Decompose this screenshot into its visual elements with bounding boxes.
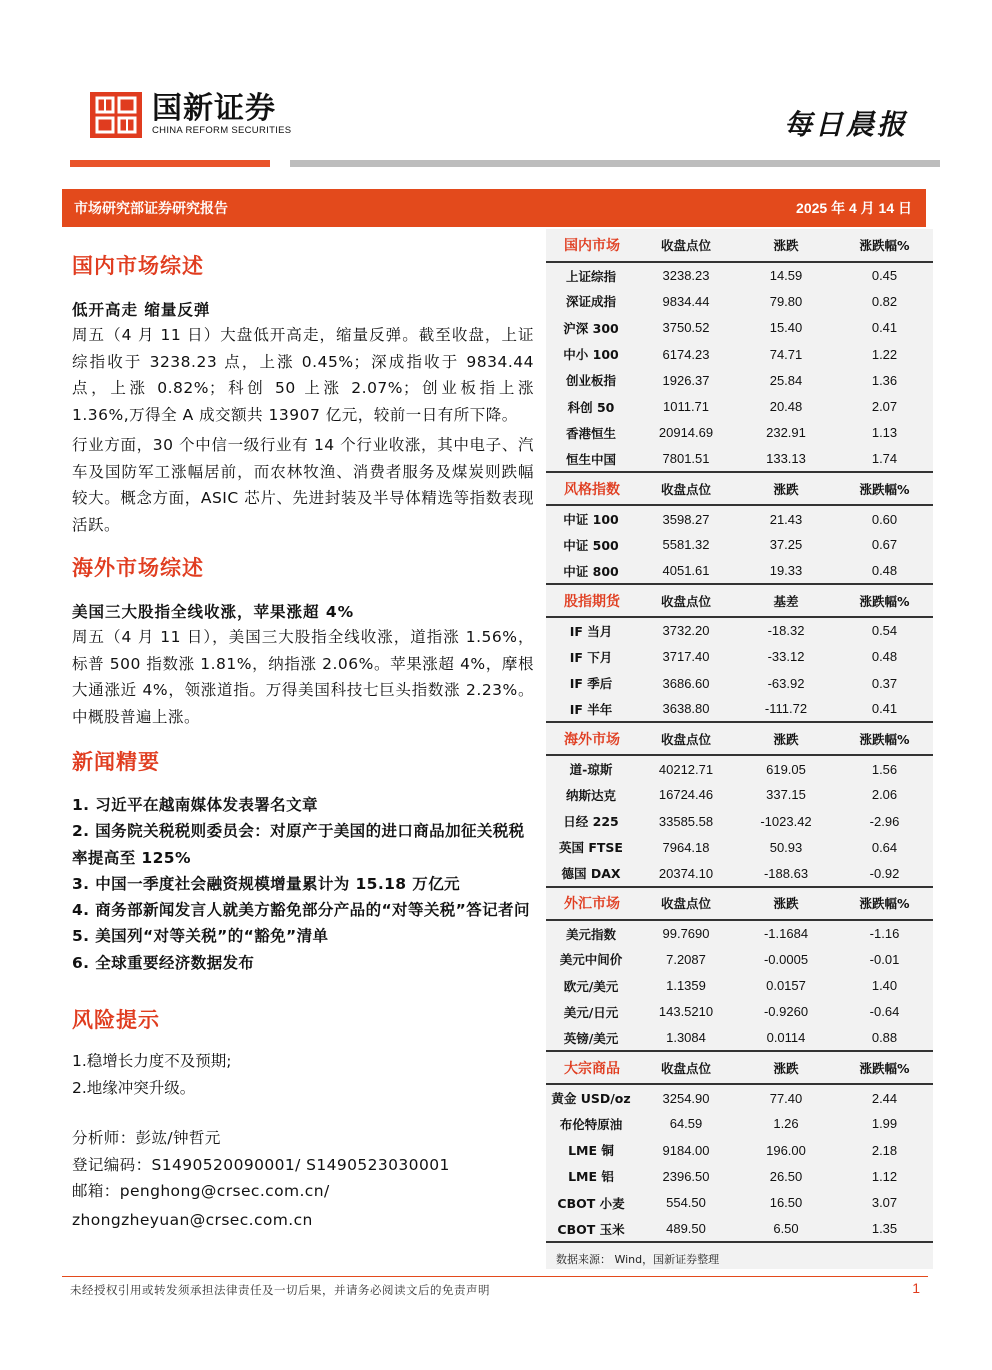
section-category: 外汇市场 bbox=[546, 887, 636, 920]
instrument-name: LME 铜 bbox=[568, 1143, 614, 1159]
table-row bbox=[546, 1111, 933, 1137]
table-cell: 1.22 bbox=[871, 346, 898, 362]
table-row bbox=[546, 505, 933, 531]
table-cell: 20374.10 bbox=[636, 861, 736, 887]
analyst-email-1: 邮箱：penghong@crsec.com.cn/ bbox=[72, 1182, 330, 1201]
table-cell: 0.37 bbox=[871, 675, 898, 691]
logo-en: CHINA REFORM SECURITIES bbox=[152, 125, 292, 136]
analyst-email-2: zhongzheyuan@crsec.com.cn bbox=[72, 1210, 313, 1229]
table-cell: 1926.37 bbox=[662, 372, 710, 388]
table-row bbox=[546, 558, 933, 584]
table-row bbox=[546, 262, 933, 288]
table-cell: -0.92 bbox=[836, 861, 933, 887]
overseas-subtitle: 美国三大股指全线收涨，苹果涨超 4% bbox=[72, 603, 355, 621]
instrument-name: 美元中间价 bbox=[559, 952, 623, 968]
table-cell: 0.0114 bbox=[736, 1025, 836, 1051]
table-cell: 619.05 bbox=[766, 761, 806, 777]
overseas-paragraph: 周五（4 月 11 日），美国三大股指全线收涨，道指涨 1.56%，标普 500 指数涨 1.81%，纳指涨 2.06%。苹果涨超 4%，摩根大通涨近 4%，领涨道指。万得美国科技七巨头指数涨 2.23%。中概股普遍上涨。 bbox=[72, 628, 534, 726]
table-cell: 489.50 bbox=[636, 1216, 736, 1242]
table-row bbox=[546, 288, 933, 314]
table-row bbox=[546, 341, 933, 367]
market-data-panel bbox=[546, 229, 933, 1269]
column-header: 涨跌 bbox=[736, 887, 836, 920]
table-cell: 133.13 bbox=[736, 446, 836, 472]
table-cell: 20914.69 bbox=[658, 425, 714, 441]
instrument-name: CBOT 小麦 bbox=[557, 1195, 625, 1211]
column-header: 收盘点位 bbox=[636, 722, 736, 755]
table-cell: 1.13 bbox=[871, 425, 898, 441]
table-cell: 7964.18 bbox=[662, 839, 710, 855]
table-row bbox=[546, 834, 933, 860]
table-cell: 0.0157 bbox=[766, 978, 806, 994]
table-cell: 7801.51 bbox=[636, 446, 736, 472]
table-cell: 196.00 bbox=[766, 1142, 806, 1158]
table-cell: 40212.71 bbox=[658, 761, 714, 777]
section-category: 国内市场 bbox=[546, 229, 636, 262]
column-header: 涨跌幅% bbox=[836, 584, 933, 617]
table-cell: 99.7690 bbox=[662, 926, 710, 942]
table-row bbox=[546, 446, 933, 472]
domestic-paragraph-2: 行业方面，30 个中信一级行业有 14 个行业收涨，其中电子、汽车及国防军工涨幅居前，而农林牧渔、消费者服务及煤炭则跌幅较大。概念方面，ASIC 芯片、先进封装及半导体精选等指数表现活跃。 bbox=[72, 436, 534, 534]
table-row bbox=[546, 861, 933, 887]
table-cell: 6174.23 bbox=[662, 346, 710, 362]
instrument-name: 黄金 USD/oz bbox=[551, 1091, 631, 1107]
table-cell: 3638.80 bbox=[636, 696, 736, 722]
table-row bbox=[546, 755, 933, 781]
table-cell: 232.91 bbox=[766, 425, 806, 441]
table-cell: 50.93 bbox=[769, 839, 803, 855]
table-cell: 1011.71 bbox=[662, 399, 710, 415]
table-cell: 1.26 bbox=[773, 1116, 799, 1132]
report-band bbox=[62, 189, 926, 227]
table-row bbox=[546, 973, 933, 999]
table-cell: 3686.60 bbox=[662, 675, 710, 691]
news-item: 1. 习近平在越南媒体发表署名文章 bbox=[72, 796, 318, 814]
table-cell: 0.64 bbox=[871, 839, 898, 855]
table-row bbox=[546, 1190, 933, 1216]
table-cell: 79.80 bbox=[769, 293, 803, 309]
section-category: 股指期货 bbox=[546, 584, 636, 617]
table-cell: 4051.61 bbox=[636, 558, 736, 584]
instrument-name: CBOT 玉米 bbox=[546, 1216, 636, 1242]
news-list bbox=[72, 792, 534, 976]
table-section-header bbox=[546, 887, 933, 920]
table-cell: 0.48 bbox=[836, 558, 933, 584]
column-header: 收盘点位 bbox=[636, 472, 736, 505]
table-cell: -33.12 bbox=[767, 649, 805, 665]
instrument-name: IF 当月 bbox=[569, 623, 613, 639]
data-source-note: 数据来源： Wind，国新证券整理 bbox=[556, 1253, 720, 1267]
table-row bbox=[546, 420, 933, 446]
table-cell: 3238.23 bbox=[662, 268, 710, 284]
table-cell: 1.1359 bbox=[666, 978, 706, 994]
table-cell: 9834.44 bbox=[662, 293, 710, 309]
table-cell: 3750.52 bbox=[662, 320, 710, 336]
table-section-header bbox=[546, 1051, 933, 1084]
news-item: 3. 中国一季度社会融资规模增量累计为 15.18 万亿元 bbox=[72, 874, 460, 893]
instrument-name: 布伦特原油 bbox=[559, 1116, 623, 1132]
news-item: 4. 商务部新闻发言人就美方豁免部分产品的“对等关税”答记者问 bbox=[72, 901, 530, 920]
table-cell: 2.18 bbox=[871, 1142, 898, 1158]
table-cell: 0.41 bbox=[836, 696, 933, 722]
table-cell: 1.99 bbox=[871, 1116, 898, 1132]
instrument-name: 中证 800 bbox=[546, 558, 636, 584]
table-cell: -111.72 bbox=[736, 696, 836, 722]
table-cell: 2.44 bbox=[871, 1090, 898, 1106]
column-header: 收盘点位 bbox=[636, 887, 736, 920]
table-section-header bbox=[546, 229, 933, 262]
analyst-names: 分析师：彭竑/钟哲元 bbox=[72, 1129, 221, 1148]
table-cell: 25.84 bbox=[769, 372, 803, 388]
table-cell: 143.5210 bbox=[658, 1004, 714, 1020]
table-cell: 2396.50 bbox=[662, 1168, 710, 1184]
section-category: 大宗商品 bbox=[546, 1051, 636, 1084]
table-cell: 1.74 bbox=[836, 446, 933, 472]
table-cell: 74.71 bbox=[769, 346, 803, 362]
table-cell: 0.60 bbox=[871, 511, 898, 527]
brand-logo bbox=[90, 92, 291, 138]
table-row bbox=[546, 1137, 933, 1163]
column-header: 涨跌 bbox=[736, 1051, 836, 1084]
page-number: 1 bbox=[912, 1280, 920, 1296]
table-cell: 16.50 bbox=[769, 1195, 803, 1211]
column-header: 涨跌 bbox=[736, 472, 836, 505]
instrument-name: 日经 225 bbox=[563, 814, 619, 830]
table-cell: -0.64 bbox=[869, 1004, 900, 1020]
domestic-subtitle: 低开高走 缩量反弹 bbox=[72, 301, 211, 319]
table-row bbox=[546, 1163, 933, 1189]
table-cell: 3.07 bbox=[871, 1195, 898, 1211]
left-column bbox=[72, 250, 534, 1233]
column-header: 收盘点位 bbox=[636, 229, 736, 262]
table-cell: 2.06 bbox=[871, 787, 898, 803]
instrument-name: IF 半年 bbox=[546, 696, 636, 722]
column-header: 涨跌幅% bbox=[836, 229, 933, 262]
table-cell: -1.1684 bbox=[763, 926, 809, 942]
table-cell: 3717.40 bbox=[662, 649, 710, 665]
band-label: 市场研究部证券研究报告 bbox=[74, 201, 228, 217]
column-header: 基差 bbox=[736, 584, 836, 617]
table-cell: -63.92 bbox=[767, 675, 805, 691]
table-cell: 0.45 bbox=[871, 268, 898, 284]
table-cell: 0.54 bbox=[871, 623, 898, 639]
footer-divider bbox=[62, 1276, 928, 1277]
table-cell: 19.33 bbox=[736, 558, 836, 584]
header-bar-grey bbox=[290, 160, 940, 167]
column-header: 涨跌 bbox=[736, 229, 836, 262]
table-row bbox=[546, 532, 933, 558]
table-row bbox=[546, 782, 933, 808]
table-section-header bbox=[546, 584, 933, 617]
instrument-name: 深证成指 bbox=[565, 294, 616, 310]
analyst-registration: 登记编码：S1490520090001/ S1490523030001 bbox=[72, 1155, 450, 1174]
table-cell: 7.2087 bbox=[666, 951, 706, 967]
table-cell: 3598.27 bbox=[662, 511, 710, 527]
report-date: 2025 年 4 月 14 日 bbox=[796, 200, 912, 216]
table-row bbox=[546, 644, 933, 670]
column-header: 收盘点位 bbox=[636, 584, 736, 617]
table-cell: 2.07 bbox=[871, 399, 898, 415]
risk-item: 2.地缘冲突升级。 bbox=[72, 1078, 196, 1097]
instrument-name: 沪深 300 bbox=[563, 320, 619, 336]
section-category: 风格指数 bbox=[546, 472, 636, 505]
table-cell: -18.32 bbox=[767, 623, 805, 639]
table-cell: 20.48 bbox=[769, 399, 803, 415]
table-row bbox=[546, 617, 933, 643]
instrument-name: 美元指数 bbox=[565, 926, 616, 942]
domestic-paragraph-1: 周五（4 月 11 日）大盘低开高走，缩量反弹。截至收盘，上证综指收于 3238.23 点，上涨 0.45%；深成指收于 9834.44 点，上涨 0.82%；科创 50 上涨 2.07%；创业板指上涨 1.36%,万得全 A 成交额共 13907 亿元，较前一日有所下降。 bbox=[72, 326, 534, 424]
table-cell: 9184.00 bbox=[662, 1142, 710, 1158]
table-cell: 21.43 bbox=[769, 511, 803, 527]
instrument-name: 恒生中国 bbox=[546, 446, 636, 472]
table-cell: -0.0005 bbox=[763, 951, 809, 967]
table-section-header bbox=[546, 722, 933, 755]
instrument-name: 创业板指 bbox=[565, 373, 616, 389]
table-cell: -1023.42 bbox=[760, 813, 812, 829]
overseas-title: 海外市场综述 bbox=[72, 555, 204, 580]
table-cell: 64.59 bbox=[669, 1116, 703, 1132]
instrument-name: IF 下月 bbox=[569, 649, 613, 665]
instrument-name: 中证 100 bbox=[563, 512, 619, 528]
table-cell: 14.59 bbox=[769, 268, 803, 284]
market-data-table bbox=[546, 229, 933, 1243]
instrument-name: 科创 50 bbox=[567, 399, 615, 415]
table-cell: 1.36 bbox=[871, 372, 898, 388]
table-cell: 0.67 bbox=[871, 537, 898, 553]
column-header: 涨跌 bbox=[736, 722, 836, 755]
table-cell: 554.50 bbox=[666, 1195, 706, 1211]
logo-mark-icon bbox=[90, 92, 142, 138]
instrument-name: 中证 500 bbox=[563, 537, 619, 553]
table-cell: 33585.58 bbox=[658, 813, 714, 829]
instrument-name: LME 铝 bbox=[568, 1169, 614, 1185]
footer-disclaimer: 未经授权引用或转发须承担法律责任及一切后果，并请务必阅读文后的免责声明 bbox=[70, 1283, 490, 1297]
column-header: 收盘点位 bbox=[636, 1051, 736, 1084]
risk-title: 风险提示 bbox=[72, 1007, 160, 1033]
column-header: 涨跌幅% bbox=[836, 472, 933, 505]
table-row bbox=[546, 999, 933, 1025]
table-cell: 15.40 bbox=[769, 320, 803, 336]
risk-item: 1.稳增长力度不及预期; bbox=[72, 1052, 232, 1071]
table-cell: 1.12 bbox=[871, 1168, 898, 1184]
table-cell: -0.9260 bbox=[763, 1004, 809, 1020]
table-cell: 1.40 bbox=[871, 978, 898, 994]
table-cell: 0.88 bbox=[836, 1025, 933, 1051]
table-row bbox=[546, 808, 933, 834]
table-cell: 1.35 bbox=[836, 1216, 933, 1242]
instrument-name: 英国 FTSE bbox=[559, 840, 623, 856]
instrument-name: 上证综指 bbox=[565, 268, 616, 284]
table-cell: 337.15 bbox=[766, 787, 806, 803]
risk-list bbox=[72, 1048, 534, 1101]
table-row bbox=[546, 315, 933, 341]
table-row bbox=[546, 946, 933, 972]
news-item: 6. 全球重要经济数据发布 bbox=[72, 953, 255, 972]
instrument-name: IF 季后 bbox=[569, 676, 613, 691]
instrument-name: 道-琼斯 bbox=[569, 762, 613, 778]
domestic-title: 国内市场综述 bbox=[72, 253, 204, 278]
instrument-name: 欧元/美元 bbox=[563, 978, 619, 994]
table-cell: 0.48 bbox=[871, 649, 898, 665]
table-cell: 26.50 bbox=[769, 1168, 803, 1184]
table-cell: -188.63 bbox=[736, 861, 836, 887]
table-cell: 0.41 bbox=[871, 320, 898, 336]
table-row bbox=[546, 393, 933, 419]
table-row bbox=[546, 367, 933, 393]
column-header: 涨跌幅% bbox=[836, 1051, 933, 1084]
table-cell: 77.40 bbox=[769, 1090, 803, 1106]
table-cell: 0.82 bbox=[871, 293, 898, 309]
table-row bbox=[546, 1216, 933, 1242]
instrument-name: 美元/日元 bbox=[563, 1004, 619, 1020]
header-bar-red bbox=[70, 160, 270, 167]
table-cell: 16724.46 bbox=[658, 787, 714, 803]
table-cell: 3732.20 bbox=[662, 623, 710, 639]
section-category: 海外市场 bbox=[546, 722, 636, 755]
column-header: 涨跌幅% bbox=[836, 722, 933, 755]
instrument-name: 中小 100 bbox=[563, 347, 619, 363]
column-header: 涨跌幅% bbox=[836, 887, 933, 920]
table-cell: 5581.32 bbox=[662, 537, 710, 553]
logo-cn: 国新证券 bbox=[152, 91, 276, 126]
table-cell: -0.01 bbox=[869, 951, 900, 967]
news-item: 2. 国务院关税税则委员会：对原产于美国的进口商品加征关税税率提高至 125% bbox=[72, 822, 525, 867]
table-cell: 1.56 bbox=[871, 761, 898, 777]
instrument-name: 纳斯达克 bbox=[565, 787, 616, 803]
table-cell: 1.3084 bbox=[636, 1025, 736, 1051]
report-title: 每日晨报 bbox=[783, 108, 908, 141]
table-row bbox=[546, 670, 933, 696]
instrument-name: 德国 DAX bbox=[546, 861, 636, 887]
table-cell: -2.96 bbox=[869, 813, 900, 829]
table-row bbox=[546, 1025, 933, 1051]
news-title: 新闻精要 bbox=[72, 749, 160, 774]
table-cell: 6.50 bbox=[736, 1216, 836, 1242]
table-row bbox=[546, 920, 933, 946]
table-cell: -1.16 bbox=[869, 926, 900, 942]
table-cell: 37.25 bbox=[769, 537, 803, 553]
table-row bbox=[546, 696, 933, 722]
table-cell: 3254.90 bbox=[662, 1090, 710, 1106]
instrument-name: 香港恒生 bbox=[565, 425, 616, 441]
table-row bbox=[546, 1084, 933, 1110]
table-section-header bbox=[546, 472, 933, 505]
instrument-name: 英镑/美元 bbox=[546, 1025, 636, 1051]
news-item: 5. 美国列“对等关税”的“豁免”清单 bbox=[72, 927, 329, 946]
